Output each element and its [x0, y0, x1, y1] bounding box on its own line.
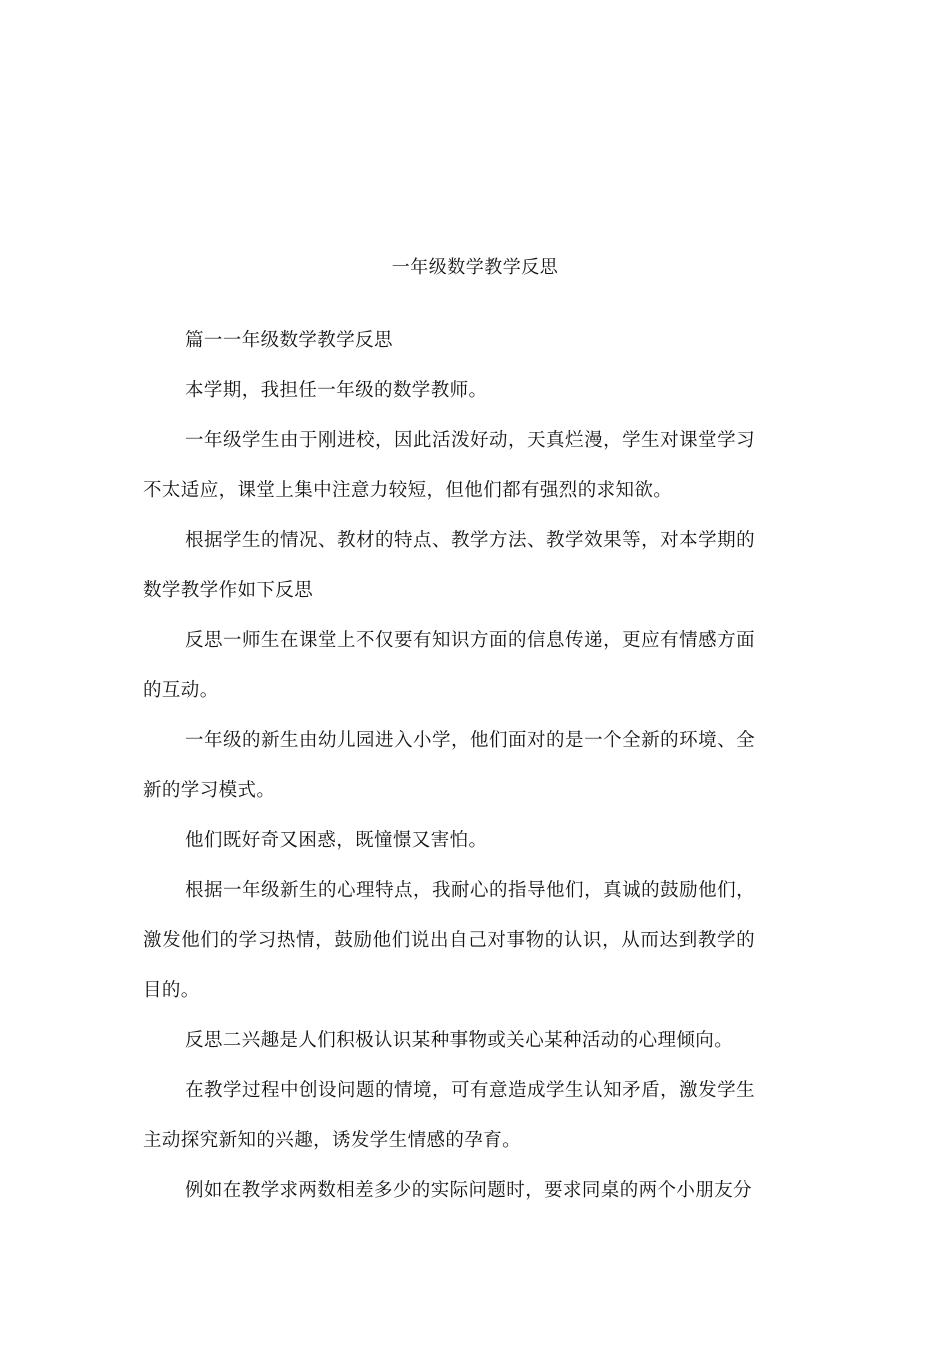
paragraph: 反思二兴趣是人们积极认识某种事物或关心某种活动的心理倾向。 [185, 1030, 734, 1051]
paragraph: 一年级的新生由幼儿园进入小学，他们面对的是一个全新的环境、全新的学习模式。 [143, 730, 755, 801]
paragraph: 在教学过程中创设问题的情境，可有意造成学生认知矛盾，激发学生主动探究新知的兴趣，诱发学生情感的孕育。 [143, 1080, 755, 1151]
paragraph: 例如在教学求两数相差多少的实际问题时，要求同桌的两个小朋友分 [185, 1180, 753, 1201]
paragraph: 根据一年级新生的心理特点，我耐心的指导他们，真诚的鼓励他们，激发他们的学习热情，鼓励他们说出自己对事物的认识，从而达到教学的目的。 [143, 880, 755, 1001]
paragraph: 一年级学生由于刚进校，因此活泼好动，天真烂漫，学生对课堂学习不太适应，课堂上集中注意力较短，但他们都有强烈的求知欲。 [143, 430, 755, 501]
paragraph-section-heading: 篇一一年级数学教学反思 [185, 330, 393, 351]
paragraph: 根据学生的情况、教材的特点、教学方法、教学效果等，对本学期的数学教学作如下反思 [143, 530, 755, 601]
paragraph: 他们既好奇又困惑，既憧憬又害怕。 [185, 830, 488, 851]
document-body [143, 316, 755, 1216]
document-title: 一年级数学教学反思 [391, 257, 559, 278]
paragraph: 反思一师生在课堂上不仅要有知识方面的信息传递，更应有情感方面的互动。 [143, 630, 755, 701]
paragraph: 本学期，我担任一年级的数学教师。 [185, 380, 488, 401]
